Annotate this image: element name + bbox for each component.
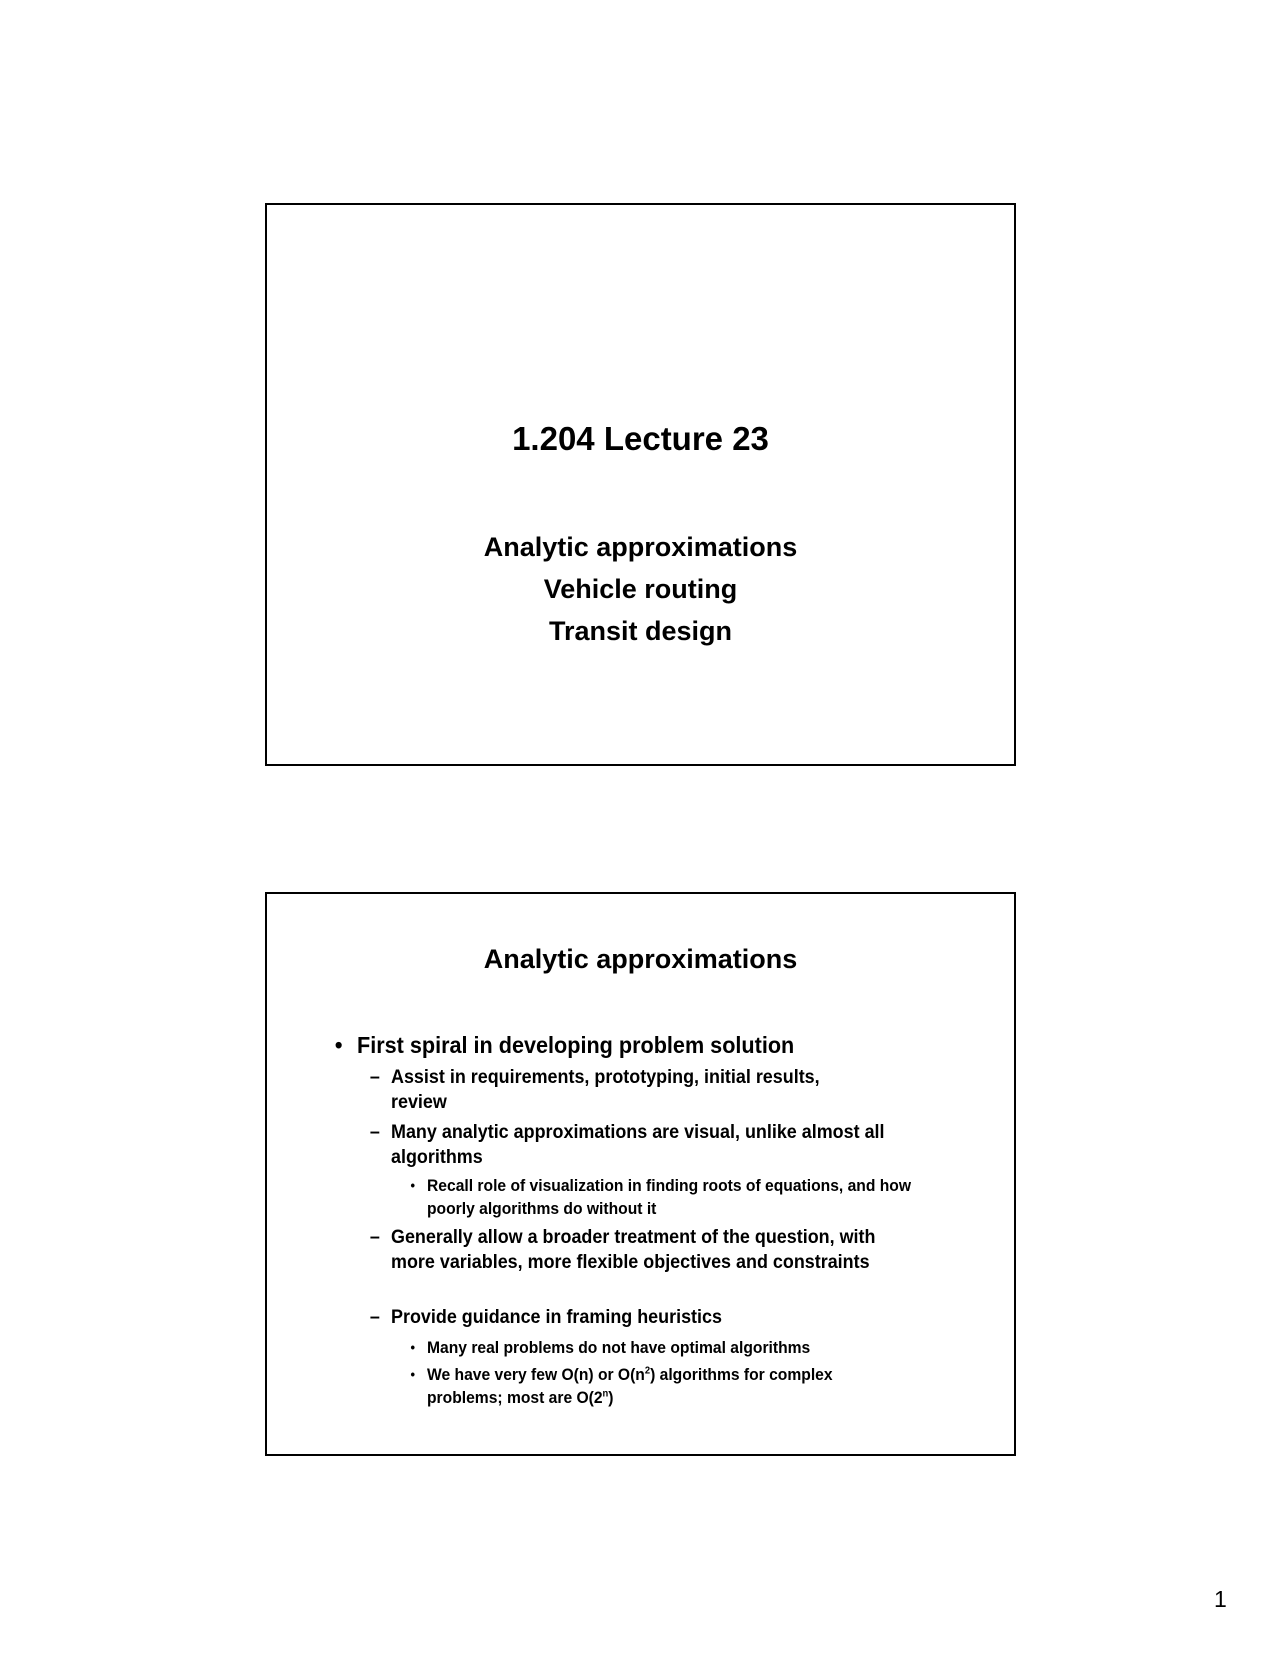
page-number: 1 (1214, 1586, 1227, 1612)
topic-3: Transit design (548, 616, 733, 646)
topic-2: Vehicle routing (543, 574, 738, 604)
bullet-marker: • (410, 1339, 415, 1355)
bullet-item (369, 1120, 915, 1169)
bullet-text: Assist in requirements, prototyping, initial results, review (391, 1066, 820, 1113)
dash-marker: – (369, 1121, 380, 1143)
bullet-item (369, 1065, 851, 1114)
bullet-marker: • (410, 1177, 415, 1193)
superscript: n (602, 1388, 609, 1400)
bullet-text (427, 1365, 833, 1407)
superscript: 2 (644, 1365, 651, 1377)
bullet-text: Provide guidance in framing heuristics (391, 1306, 722, 1328)
bullet-marker: • (410, 1366, 415, 1382)
lecture-topics (267, 526, 1014, 652)
bullet-item (334, 1031, 872, 1059)
dash-marker: – (369, 1306, 380, 1328)
text-part: ) (608, 1388, 614, 1407)
content-slide (265, 892, 1016, 1456)
bullet-text: First spiral in developing problem solution (357, 1032, 795, 1058)
title-slide (265, 203, 1016, 766)
bullet-marker: • (334, 1032, 343, 1058)
bullet-item (410, 1174, 924, 1220)
topic-1: Analytic approximations (483, 532, 798, 562)
bullet-text: Generally allow a broader treatment of the question, with more variables, more flexible objectives and constraints (391, 1226, 876, 1273)
bullet-text: Many real problems do not have optimal algorithms (427, 1338, 811, 1357)
bullet-text: Many analytic approximations are visual, unlike almost all algorithms (391, 1121, 885, 1168)
dash-marker: – (369, 1066, 380, 1088)
bullet-text: Recall role of visualization in finding roots of equations, and how poorly algorithms do without it (427, 1176, 912, 1218)
slide-title: Analytic approximations (483, 944, 798, 974)
bullet-item (369, 1305, 915, 1330)
bullet-item (369, 1225, 888, 1274)
text-part: ) algorithms for complex problems; most are O(2 (427, 1365, 833, 1407)
dash-marker: – (369, 1226, 380, 1248)
lecture-title: 1.204 Lecture 23 (512, 420, 769, 457)
bullet-item (410, 1336, 924, 1359)
text-part: We have very few O(n) or O(n (427, 1365, 645, 1384)
bullet-item (410, 1363, 905, 1409)
